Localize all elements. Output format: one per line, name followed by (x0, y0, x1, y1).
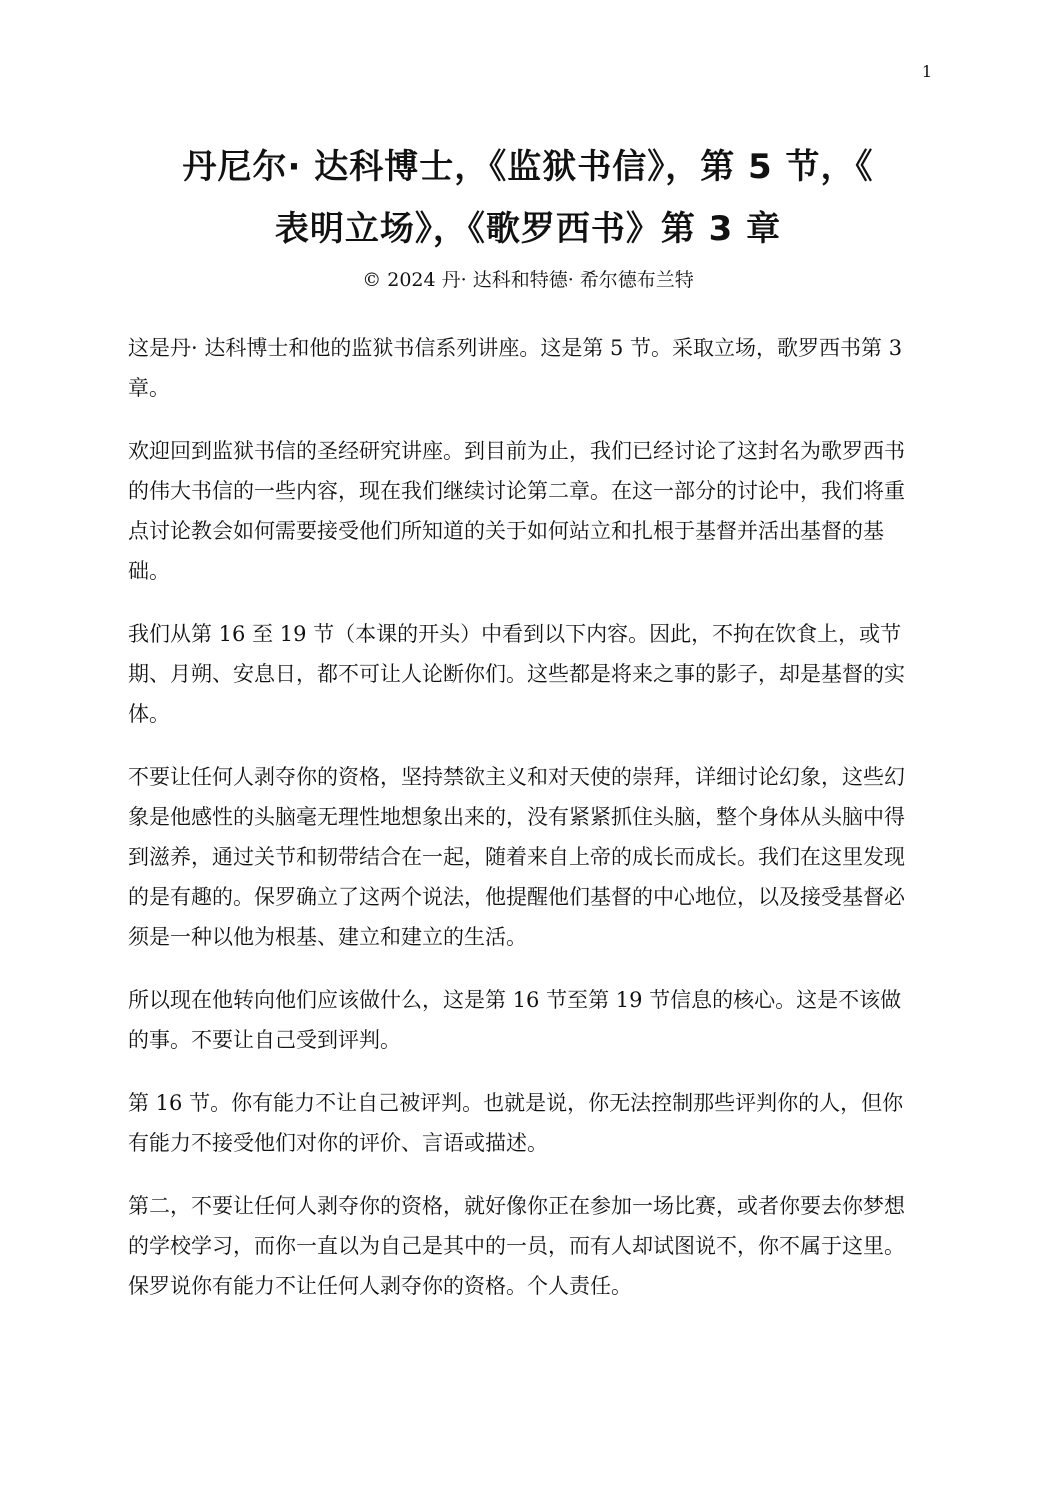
page-number: 1 (921, 62, 932, 81)
paragraph-what-to-do: 所以现在他转向他们应该做什么，这是第 16 节至第 19 节信息的核心。这是不该做的事。不要让自己受到评判。 (128, 988, 902, 1052)
paragraph-welcome: 欢迎回到监狱书信的圣经研究讲座。到目前为止，我们已经讨论了这封名为歌罗西书的伟大书信的一些内容，现在我们继续讨论第二章。在这一部分的讨论中，我们将重点讨论教会如何需要接受他们所知道的关于如何站立和扎根于基督并活出基督的基础。 (128, 439, 905, 583)
document-body (128, 328, 918, 1329)
title-line-1: 丹尼尔· 达科博士，《监狱书信》，第 5 节，《 (182, 147, 874, 187)
paragraph-verse-16: 第 16 节。你有能力不让自己被评判。也就是说，你无法控制那些评判你的人，但你有能力不接受他们对你的评价、言语或描述。 (128, 1091, 904, 1155)
copyright-notice: © 2024 丹· 达科和特德· 希尔德布兰特 (362, 269, 694, 291)
paragraph-intro: 这是丹· 达科博士和他的监狱书信系列讲座。这是第 5 节。采取立场，歌罗西书第 3 章。 (128, 336, 903, 400)
title-line-2: 表明立场》，《歌罗西书》第 3 章 (274, 209, 782, 249)
document-title (128, 136, 928, 260)
paragraph-disqualify: 不要让任何人剥夺你的资格，坚持禁欲主义和对天使的崇拜，详细讨论幻象，这些幻象是他感性的头脑毫无理性地想象出来的，没有紧紧抓住头脑，整个身体从头脑中得到滋养，通过关节和韧带结合在一起，随着来自上帝的成长而成长。我们在这里发现的是有趣的。保罗确立了这两个说法，他提醒他们基督的中心地位，以及接受基督必须是一种以他为根基、建立和建立的生活。 (128, 765, 905, 949)
paragraph-second: 第二，不要让任何人剥夺你的资格，就好像你正在参加一场比赛，或者你要去你梦想的学校学习，而你一直以为自己是其中的一员，而有人却试图说不，你不属于这里。保罗说你有能力不让任何人剥夺你的资格。个人责任。 (128, 1194, 905, 1298)
paragraph-verses-16-19: 我们从第 16 至 19 节（本课的开头）中看到以下内容。因此，不拘在饮食上，或节期、月朔、安息日，都不可让人论断你们。这些都是将来之事的影子，却是基督的实体。 (128, 622, 905, 726)
